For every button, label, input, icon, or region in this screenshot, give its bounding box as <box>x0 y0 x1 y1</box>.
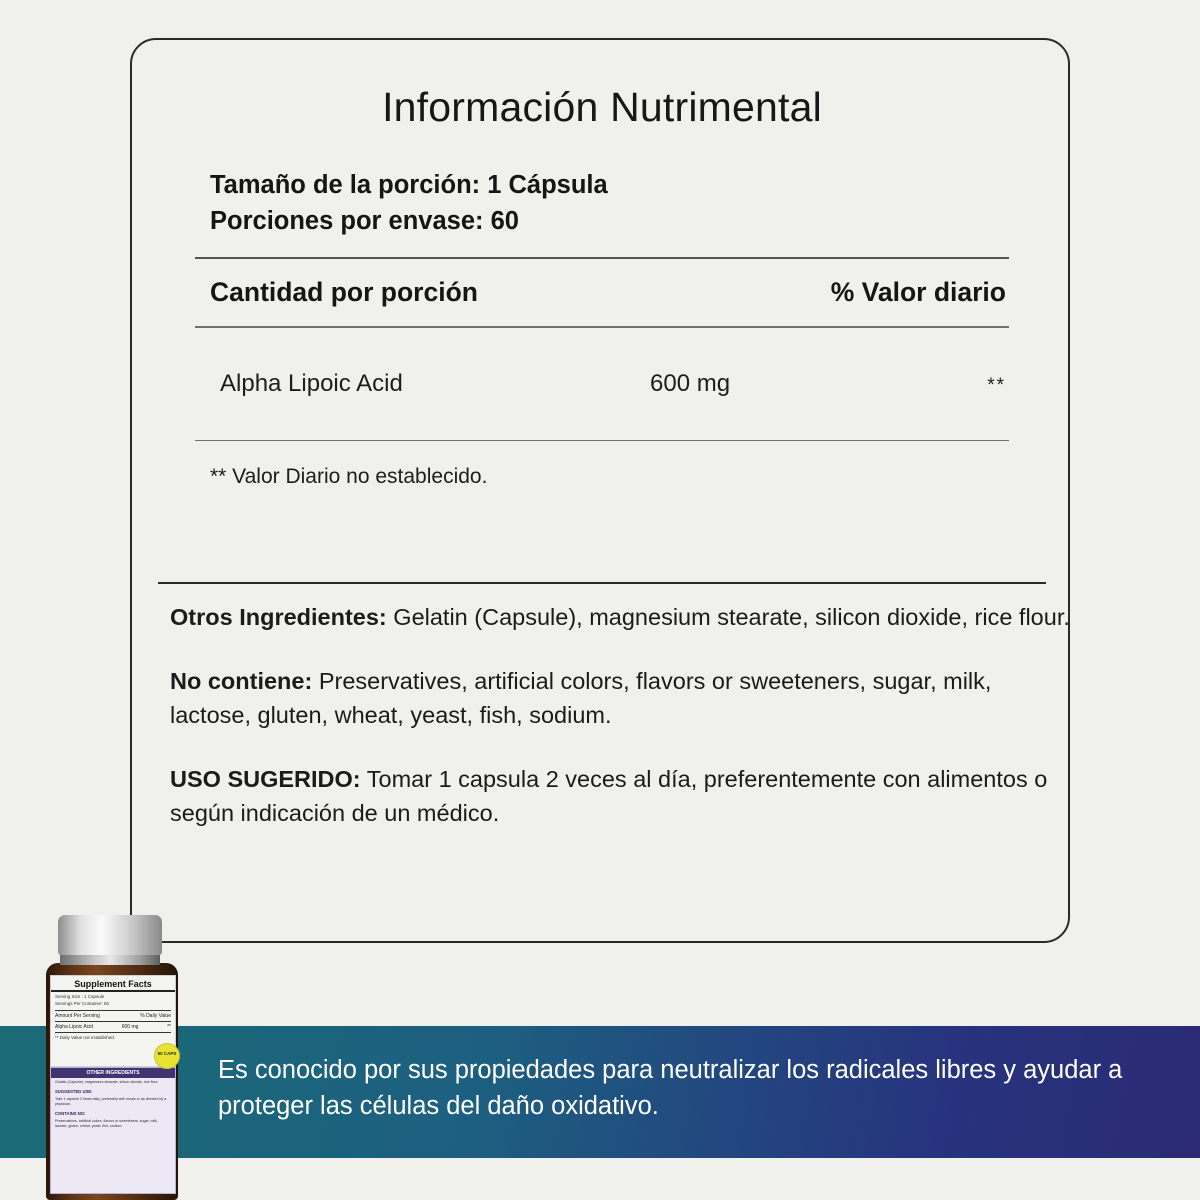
divider-under-row <box>195 440 1009 442</box>
contains-no-text: Preservatives, artificial colors, flavors or sweeteners, sugar, milk, lactose, gluten, wheat, yeast, fish, sodium. <box>170 668 992 729</box>
divider-top <box>195 257 1009 259</box>
other-ingredients-text: Gelatin (Capsule), magnesium stearate, silicon dioxide, rice flour. <box>386 604 1070 630</box>
supplement-label-panel <box>130 38 1070 943</box>
nutrition-facts-box <box>158 44 1046 584</box>
bottle-label-serving-size: Serving Size : 1 Capsule <box>55 994 105 999</box>
bottle-label-servings: Servings Per Container: 60 <box>55 1000 110 1006</box>
table-row <box>158 370 1046 398</box>
page-title: Información Nutrimental <box>382 84 822 130</box>
contains-no-paragraph <box>170 664 1075 732</box>
bottle-label-title: Supplement Facts <box>51 979 175 992</box>
contains-no-label: No contiene: <box>170 668 313 695</box>
ingredient-paragraphs <box>170 600 1075 830</box>
nutrient-amount: 600 mg <box>650 369 731 397</box>
suggested-use-text: Tomar 1 capsula 2 veces al día, preferentemente con alimentos o según indicación de un médico. <box>170 766 1048 827</box>
bottle-label-headers <box>51 1013 175 1019</box>
facts-footnote: ** Valor Diario no establecido. <box>210 465 488 489</box>
bottle-purple-use-label: SUGGESTED USE: <box>55 1088 93 1094</box>
bottle-label-amount-header: Amount Per Serving <box>55 1012 100 1019</box>
bottle-label-dv-header: % Daily Value <box>140 1012 171 1019</box>
product-bottle-image <box>30 915 210 1200</box>
bottle-label-footnote: ** Daily Value not established. <box>55 1034 115 1040</box>
bottle-label-nutrient-dv: ** <box>167 1023 171 1030</box>
suggested-use-paragraph <box>170 762 1075 830</box>
bottle-purple-contains-label: CONTAINS NO: <box>55 1110 86 1116</box>
suggested-use-label: USO SUGERIDO: <box>170 766 361 793</box>
facts-column-headers <box>158 277 1046 308</box>
divider-under-headers <box>195 326 1009 328</box>
bottle-label-nutrient-name: Alpha Lipoic Acid <box>55 1023 94 1030</box>
bottle-purple-header: OTHER INGREDIENTS <box>51 1068 175 1078</box>
bottle-label-divider-2 <box>55 1021 171 1022</box>
bottle-purple-use-text: Take 1 capsule 2 times daily, preferably with meals or as directed by a physician. <box>55 1096 167 1107</box>
servings-per-container: Porciones por envase: 60 <box>210 207 519 236</box>
bottle-purple-ingredients: Gelatin (Capsule), magnesium stearate, silicon dioxide, rice flour. <box>55 1080 159 1084</box>
serving-info <box>158 167 1046 239</box>
bottle-label-row <box>51 1024 175 1030</box>
amount-per-serving-header: Cantidad por porción <box>210 277 478 308</box>
serving-size: Tamaño de la porción: 1 Cápsula <box>210 171 608 199</box>
other-ingredients-paragraph <box>170 600 1075 634</box>
bottle-purple-contains-text: Preservatives, artificial colors, flavors or sweeteners, sugar, milk, lactose, gluten, wheat, yeast, fish, sodium. <box>55 1118 158 1129</box>
banner-text: Es conocido por sus propiedades para neutralizar los radicales libres y ayudar a proteger las células del daño oxidativo. <box>218 1056 1123 1121</box>
other-ingredients-label: Otros Ingredientes: <box>170 604 387 630</box>
nutrient-name: Alpha Lipoic Acid <box>220 369 403 397</box>
nutrient-daily-value: ** <box>987 374 1006 396</box>
bottle-label-nutrient-amount: 600 mg <box>121 1023 139 1030</box>
bottle-cap <box>58 915 162 955</box>
bottle-label-divider-3 <box>55 1032 171 1033</box>
bottle-label-divider-1 <box>55 1010 171 1011</box>
bottle-ingredients-label <box>50 1067 176 1194</box>
daily-value-header: % Valor diario <box>830 277 1006 308</box>
capsule-count-badge: 60 CAPS <box>154 1043 180 1069</box>
